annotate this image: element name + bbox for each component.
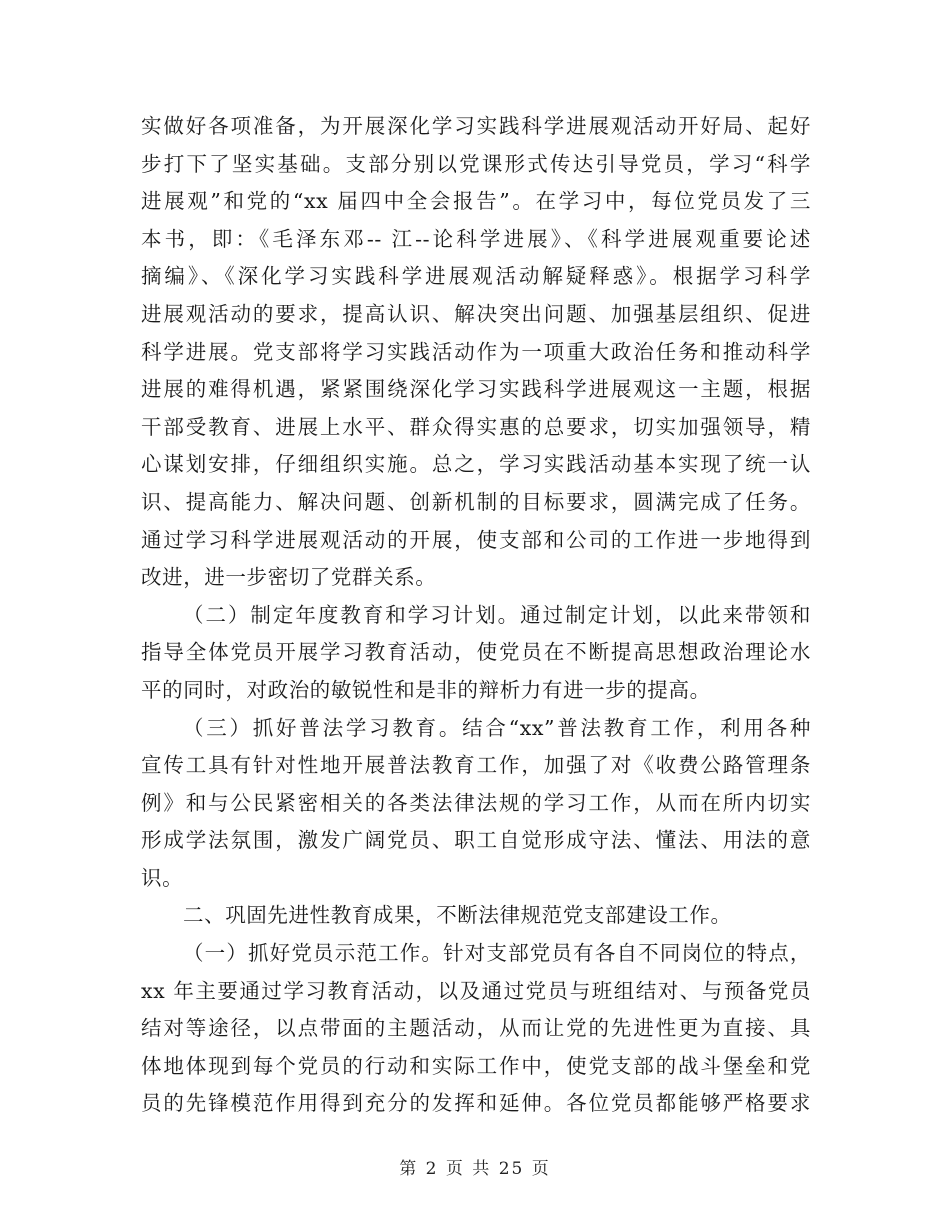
text-line: 进展观”和党的“xx 届四中全会报告”。在学习中，每位党员发了三 [141,189,811,214]
text-line: （二）制定年度教育和学习计划。通过制定计划，以此来带领和 [183,602,811,627]
text-line: 识。 [141,865,184,890]
text-line: 步打下了坚实基础。支部分别以党课形式传达引导党员，学习“科学 [141,151,811,176]
text-line: （一）抓好党员示范工作。针对支部党员有各自不同岗位的特点， [183,941,811,966]
text-line: 例》和与公民紧密相关的各类法律法规的学习工作，从而在所内切实 [141,790,811,815]
text-line: 员的先锋模范作用得到充分的发挥和延伸。各位党员都能够严格要求 [141,1091,811,1116]
text-line: 平的同时，对政治的敏锐性和是非的辩析力有进一步的提高。 [141,677,711,702]
text-line: 心谋划安排，仔细组织实施。总之，学习实践活动基本实现了统一认 [141,452,811,477]
text-line: 科学进展。党支部将学习实践活动作为一项重大政治任务和推动科学 [141,339,811,364]
paragraph-3 [141,710,811,898]
paragraph-2 [141,597,811,710]
section-heading [141,897,811,935]
text-line: xx 年主要通过学习教育活动，以及通过党员与班组结对、与预备党员 [141,978,811,1003]
text-line: 识、提高能力、解决问题、创新机制的目标要求，圆满完成了任务。 [141,489,811,514]
text-line: 干部受教育、进展上水平、群众得实惠的总要求，切实加强领导，精 [141,414,811,439]
text-line: 本书，即：《毛泽东邓-- 江--论科学进展》、《科学进展观重要论述 [141,226,811,251]
text-line: 结对等途径，以点带面的主题活动，从而让党的先进性更为直接、具 [141,1016,811,1041]
text-line: 改进，进一步密切了党群关系。 [141,565,437,590]
text-line: 二、巩固先进性教育成果，不断法律规范党支部建设工作。 [183,903,732,928]
text-line: 实做好各项准备，为开展深化学习实践科学进展观活动开好局、起好 [141,114,811,138]
paragraph-5 [141,935,811,1123]
document-body [141,108,811,1123]
text-line: 通过学习科学进展观活动的开展，使支部和公司的工作进一步地得到 [141,527,811,552]
text-line: 宣传工具有针对性地开展普法教育工作，加强了对《收费公路管理条 [141,753,811,778]
page-number-footer: 第 2 页 共 25 页 [399,1159,551,1179]
text-line: 进展观活动的要求，提高认识、解决突出问题、加强基层组织、促进 [141,301,811,326]
text-line: 指导全体党员开展学习教育活动，使党员在不断提高思想政治理论水 [141,640,811,665]
text-line: 体地体现到每个党员的行动和实际工作中，使党支部的战斗堡垒和党 [141,1053,811,1078]
paragraph-1 [141,108,811,597]
text-line: 摘编》、《深化学习实践科学进展观活动解疑释惑》。根据学习科学 [141,264,811,289]
text-line: 进展的难得机遇，紧紧围绕深化学习实践科学进展观这一主题，根据 [141,377,811,402]
text-line: 形成学法氛围，激发广阔党员、职工自觉形成守法、懂法、用法的意 [141,828,811,853]
text-line: （三）抓好普法学习教育。结合“xx”普法教育工作，利用各种 [183,715,811,740]
